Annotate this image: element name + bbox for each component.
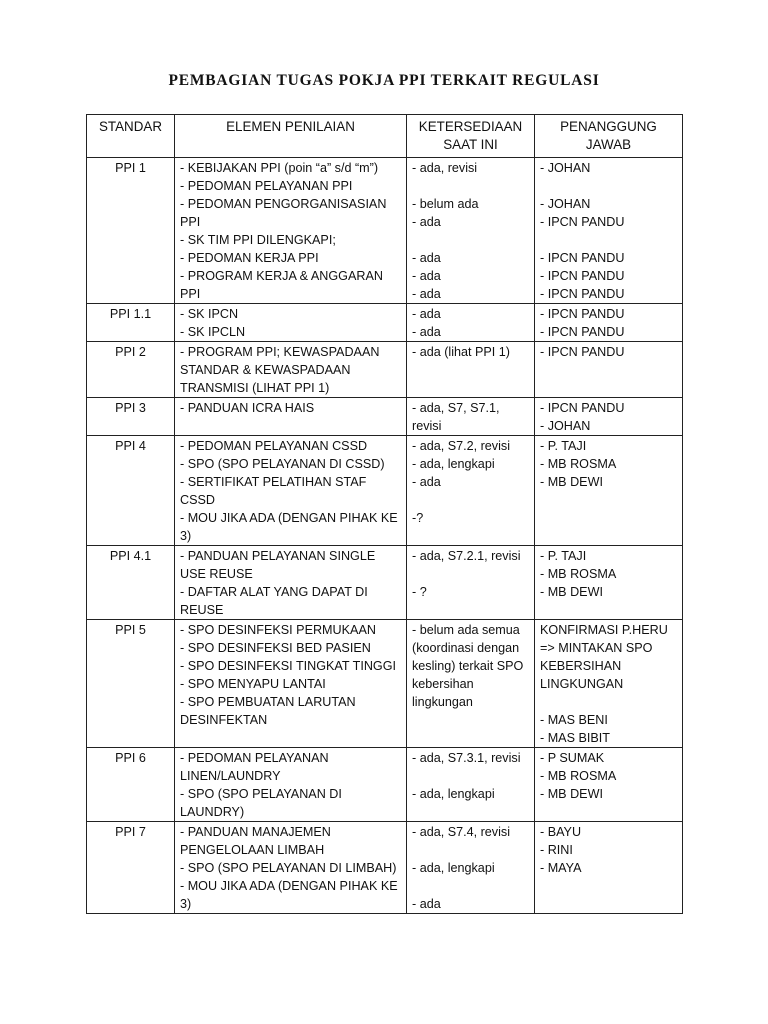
table-row bbox=[87, 398, 683, 436]
elemen-item: - PROGRAM KERJA & ANGGARAN PPI bbox=[180, 269, 383, 301]
penanggung-item bbox=[540, 693, 677, 711]
cell-elemen-penilaian bbox=[175, 158, 407, 304]
ketersediaan-item bbox=[412, 767, 529, 785]
table-row bbox=[87, 158, 683, 304]
cell-elemen-penilaian bbox=[175, 822, 407, 914]
penanggung-item: - IPCN PANDU bbox=[540, 325, 625, 339]
header-standar: STANDAR bbox=[87, 115, 175, 158]
ketersediaan-item: - ada, revisi bbox=[412, 161, 478, 175]
table-row bbox=[87, 546, 683, 620]
cell-standar: PPI 6 bbox=[87, 748, 175, 822]
ketersediaan-item: - ada bbox=[412, 897, 441, 911]
cell-penanggung-jawab bbox=[535, 546, 683, 620]
penanggung-item: - IPCN PANDU bbox=[540, 287, 625, 301]
cell-elemen-penilaian bbox=[175, 342, 407, 398]
cell-standar: PPI 1 bbox=[87, 158, 175, 304]
penanggung-item: - IPCN PANDU bbox=[540, 345, 625, 359]
cell-standar: PPI 1.1 bbox=[87, 304, 175, 342]
ketersediaan-item: - belum ada semua (koordinasi dengan kesling) terkait SPO kebersihan lingkungan bbox=[412, 623, 524, 709]
ketersediaan-item: - belum ada bbox=[412, 197, 479, 211]
cell-standar: PPI 4 bbox=[87, 436, 175, 546]
penanggung-item bbox=[540, 177, 677, 195]
header-ketersediaan: KETERSEDIAAN SAAT INI bbox=[407, 115, 535, 158]
cell-standar: PPI 7 bbox=[87, 822, 175, 914]
elemen-item: - PROGRAM PPI; KEWASPADAAN STANDAR & KEWASPADAAN TRANSMISI (LIHAT PPI 1) bbox=[180, 345, 380, 395]
elemen-item: - SPO (SPO PELAYANAN DI CSSD) bbox=[180, 457, 385, 471]
elemen-item: - SPO DESINFEKSI TINGKAT TINGGI bbox=[180, 659, 396, 673]
penanggung-item bbox=[540, 231, 677, 249]
elemen-item: - SK IPCLN bbox=[180, 325, 246, 339]
ketersediaan-item: - ada, lengkapi bbox=[412, 861, 495, 875]
ketersediaan-item: - ada, S7.3.1, revisi bbox=[412, 751, 521, 765]
cell-penanggung-jawab bbox=[535, 304, 683, 342]
penanggung-item: KONFIRMASI P.HERU => MINTAKAN SPO KEBERSIHAN LINGKUNGAN bbox=[540, 623, 668, 691]
cell-standar: PPI 5 bbox=[87, 620, 175, 748]
table-header-row bbox=[87, 115, 683, 158]
cell-penanggung-jawab bbox=[535, 342, 683, 398]
penanggung-item: - IPCN PANDU bbox=[540, 251, 625, 265]
table-row bbox=[87, 342, 683, 398]
elemen-item: - SPO DESINFEKSI BED PASIEN bbox=[180, 641, 371, 655]
elemen-item: - SK TIM PPI DILENGKAPI; bbox=[180, 233, 336, 247]
ketersediaan-item: - ada bbox=[412, 215, 441, 229]
task-table bbox=[86, 114, 683, 914]
elemen-item: - PEDOMAN PELAYANAN LINEN/LAUNDRY bbox=[180, 751, 329, 783]
elemen-item: - PANDUAN PELAYANAN SINGLE USE REUSE bbox=[180, 549, 376, 581]
ketersediaan-item: - ada, lengkapi bbox=[412, 457, 495, 471]
ketersediaan-item: - ada bbox=[412, 307, 441, 321]
elemen-item: - DAFTAR ALAT YANG DAPAT DI REUSE bbox=[180, 585, 368, 617]
cell-penanggung-jawab bbox=[535, 436, 683, 546]
penanggung-item: - P. TAJI bbox=[540, 439, 587, 453]
ketersediaan-item bbox=[412, 231, 529, 249]
ketersediaan-item: - ada bbox=[412, 325, 441, 339]
penanggung-item: - IPCN PANDU bbox=[540, 215, 625, 229]
penanggung-item: - IPCN PANDU bbox=[540, 307, 625, 321]
ketersediaan-item: - ada, S7.2.1, revisi bbox=[412, 549, 521, 563]
table-row bbox=[87, 620, 683, 748]
penanggung-item: - MAYA bbox=[540, 861, 582, 875]
cell-ketersediaan bbox=[407, 158, 535, 304]
header-penanggung-jawab: PENANGGUNG JAWAB bbox=[535, 115, 683, 158]
penanggung-item: - MAS BIBIT bbox=[540, 731, 610, 745]
cell-standar: PPI 2 bbox=[87, 342, 175, 398]
penanggung-item: - MB ROSMA bbox=[540, 567, 617, 581]
cell-standar: PPI 3 bbox=[87, 398, 175, 436]
cell-penanggung-jawab bbox=[535, 822, 683, 914]
penanggung-item: - MB ROSMA bbox=[540, 769, 617, 783]
penanggung-item: - P. TAJI bbox=[540, 549, 587, 563]
cell-ketersediaan bbox=[407, 304, 535, 342]
elemen-item: - SERTIFIKAT PELATIHAN STAF CSSD bbox=[180, 475, 367, 507]
penanggung-item: - JOHAN bbox=[540, 161, 591, 175]
ketersediaan-item bbox=[412, 565, 529, 583]
ketersediaan-item bbox=[412, 841, 529, 859]
penanggung-item: - RINI bbox=[540, 843, 573, 857]
ketersediaan-item: - ada bbox=[412, 251, 441, 265]
ketersediaan-item bbox=[412, 877, 529, 895]
ketersediaan-item: - ada (lihat PPI 1) bbox=[412, 345, 510, 359]
elemen-item: - PEDOMAN PELAYANAN CSSD bbox=[180, 439, 368, 453]
cell-ketersediaan bbox=[407, 436, 535, 546]
table-row bbox=[87, 748, 683, 822]
elemen-item: - SPO (SPO PELAYANAN DI LIMBAH) bbox=[180, 861, 397, 875]
penanggung-item: - BAYU bbox=[540, 825, 582, 839]
elemen-item: - PEDOMAN PENGORGANISASIAN PPI bbox=[180, 197, 387, 229]
penanggung-item: - MAS BENI bbox=[540, 713, 608, 727]
ketersediaan-item: - ada, S7.4, revisi bbox=[412, 825, 510, 839]
cell-elemen-penilaian bbox=[175, 304, 407, 342]
ketersediaan-item: - ada, lengkapi bbox=[412, 787, 495, 801]
penanggung-item: - P SUMAK bbox=[540, 751, 605, 765]
table-row bbox=[87, 822, 683, 914]
ketersediaan-item: - ada, S7.2, revisi bbox=[412, 439, 510, 453]
cell-ketersediaan bbox=[407, 546, 535, 620]
penanggung-item: - MB DEWI bbox=[540, 475, 603, 489]
elemen-item: - SPO DESINFEKSI PERMUKAAN bbox=[180, 623, 376, 637]
elemen-item: - KEBIJAKAN PPI (poin “a” s/d “m”) bbox=[180, 161, 379, 175]
penanggung-item: - MB DEWI bbox=[540, 585, 603, 599]
cell-ketersediaan bbox=[407, 620, 535, 748]
elemen-item: - MOU JIKA ADA (DENGAN PIHAK KE 3) bbox=[180, 879, 398, 911]
ketersediaan-item: -? bbox=[412, 511, 424, 525]
cell-penanggung-jawab bbox=[535, 620, 683, 748]
document-title: PEMBAGIAN TUGAS POKJA PPI TERKAIT REGULASI bbox=[168, 72, 600, 89]
cell-ketersediaan bbox=[407, 398, 535, 436]
ketersediaan-item bbox=[412, 177, 529, 195]
penanggung-item: - MB ROSMA bbox=[540, 457, 617, 471]
cell-elemen-penilaian bbox=[175, 436, 407, 546]
penanggung-item: - JOHAN bbox=[540, 419, 591, 433]
ketersediaan-item: - ada bbox=[412, 475, 441, 489]
cell-ketersediaan bbox=[407, 822, 535, 914]
elemen-item: - PANDUAN MANAJEMEN PENGELOLAAN LIMBAH bbox=[180, 825, 331, 857]
ketersediaan-item: - ? bbox=[412, 585, 427, 599]
penanggung-item: - IPCN PANDU bbox=[540, 401, 625, 415]
cell-penanggung-jawab bbox=[535, 398, 683, 436]
ketersediaan-item bbox=[412, 491, 529, 509]
ketersediaan-item: - ada bbox=[412, 287, 441, 301]
table-body bbox=[87, 158, 683, 914]
ketersediaan-item: - ada, S7, S7.1, revisi bbox=[412, 401, 500, 433]
elemen-item: - SK IPCN bbox=[180, 307, 239, 321]
elemen-item: - PANDUAN ICRA HAIS bbox=[180, 401, 315, 415]
elemen-item: - MOU JIKA ADA (DENGAN PIHAK KE 3) bbox=[180, 511, 398, 543]
cell-penanggung-jawab bbox=[535, 748, 683, 822]
elemen-item: - SPO (SPO PELAYANAN DI LAUNDRY) bbox=[180, 787, 342, 819]
cell-elemen-penilaian bbox=[175, 620, 407, 748]
elemen-item: - PEDOMAN KERJA PPI bbox=[180, 251, 319, 265]
penanggung-item: - IPCN PANDU bbox=[540, 269, 625, 283]
ketersediaan-item: - ada bbox=[412, 269, 441, 283]
cell-standar: PPI 4.1 bbox=[87, 546, 175, 620]
cell-elemen-penilaian bbox=[175, 398, 407, 436]
header-elemen-penilaian: ELEMEN PENILAIAN bbox=[175, 115, 407, 158]
cell-elemen-penilaian bbox=[175, 546, 407, 620]
cell-ketersediaan bbox=[407, 342, 535, 398]
cell-elemen-penilaian bbox=[175, 748, 407, 822]
elemen-item: - PEDOMAN PELAYANAN PPI bbox=[180, 179, 353, 193]
penanggung-item: - JOHAN bbox=[540, 197, 591, 211]
elemen-item: - SPO PEMBUATAN LARUTAN DESINFEKTAN bbox=[180, 695, 356, 727]
table-row bbox=[87, 304, 683, 342]
penanggung-item: - MB DEWI bbox=[540, 787, 603, 801]
table-row bbox=[87, 436, 683, 546]
elemen-item: - SPO MENYAPU LANTAI bbox=[180, 677, 326, 691]
cell-penanggung-jawab bbox=[535, 158, 683, 304]
cell-ketersediaan bbox=[407, 748, 535, 822]
